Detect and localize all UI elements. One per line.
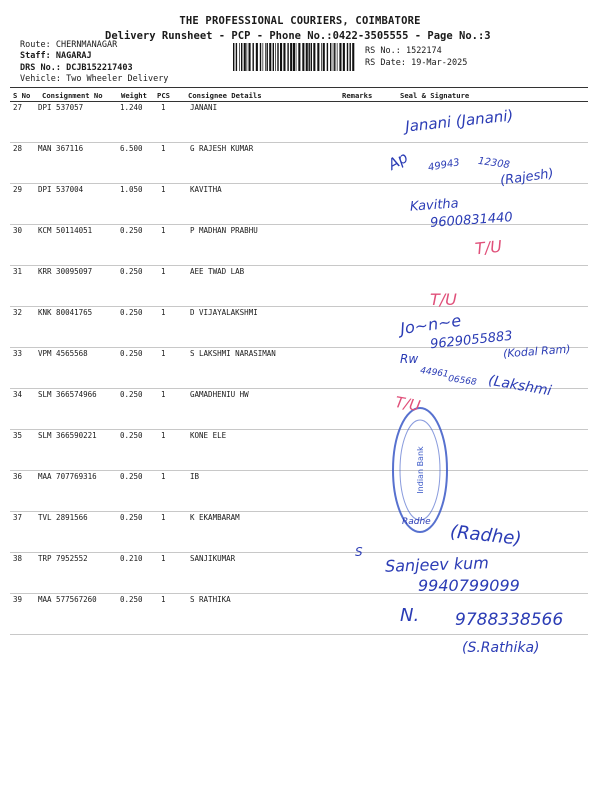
cell-consignment: TRP 7952552 (38, 554, 88, 563)
sig-sanjeev: Sanjeev kum (384, 553, 490, 576)
row-divider (10, 511, 588, 512)
row-divider (10, 306, 588, 307)
cell-weight: 1.050 (120, 185, 143, 194)
barcode-bar (267, 43, 268, 71)
cell-consignee: K EKAMBARAM (190, 513, 240, 522)
col-remarks: Remarks (342, 91, 373, 100)
sig-rathika-name: (S.Rathika) (462, 640, 540, 656)
barcode-bar (280, 43, 282, 71)
barcode-bar (233, 43, 234, 71)
barcode-bar (256, 43, 258, 71)
cell-consignee: S RATHIKA (190, 595, 231, 604)
row-divider (10, 429, 588, 430)
cell-weight: 6.500 (120, 144, 143, 153)
cell-sno: 34 (13, 390, 23, 399)
cell-consignee: KONE ELE (190, 431, 227, 440)
sig-janani: Janani (Janani) (404, 106, 515, 136)
cell-pcs: 1 (161, 103, 166, 112)
cell-sno: 36 (13, 472, 23, 481)
row-divider (10, 634, 588, 635)
cell-sno: 37 (13, 513, 23, 522)
barcode-bar (327, 43, 328, 71)
cell-sno: 28 (13, 144, 23, 153)
table-header-rule (10, 101, 588, 102)
cell-sno: 27 (13, 103, 23, 112)
cell-consignee: S LAKSHMI NARASIMAN (190, 349, 276, 358)
barcode-bar (236, 43, 237, 71)
cell-consignment: KNK 80041765 (38, 308, 93, 317)
barcode-bar (321, 43, 322, 71)
rs-no-line (365, 46, 442, 56)
cell-pcs: 1 (161, 472, 166, 481)
drs-label: DRS No.: (20, 63, 61, 73)
barcode-bar (306, 43, 308, 71)
sig-kavitha-phone: 9600831440 (429, 210, 514, 231)
bank-stamp (390, 405, 450, 535)
cell-consignment: DPI 537004 (38, 185, 84, 194)
barcode-bar (298, 43, 300, 71)
cell-pcs: 1 (161, 185, 166, 194)
barcode-bar (247, 43, 248, 71)
route-value: CHERNMANAGAR (55, 40, 118, 50)
cell-pcs: 1 (161, 390, 166, 399)
barcode-bar (350, 43, 351, 71)
cell-weight: 0.250 (120, 431, 143, 440)
cell-pcs: 1 (161, 595, 166, 604)
barcode-bar (260, 43, 261, 71)
cell-pcs: 1 (161, 226, 166, 235)
barcode-bar (269, 43, 271, 71)
cell-consignment: VPM 4565568 (38, 349, 88, 358)
barcode-bar (313, 43, 315, 71)
barcode-bar (302, 43, 304, 71)
sig-radhe-small: Radhe (402, 517, 431, 527)
sig-lakshmi-num-a: 44961 (419, 366, 450, 380)
row-divider (10, 142, 588, 143)
cell-sno: 38 (13, 554, 23, 563)
barcode-bar (253, 43, 254, 71)
cell-consignment: DPI 537057 (38, 103, 84, 112)
col-weight: Weight (121, 91, 147, 100)
cell-pcs: 1 (161, 308, 166, 317)
cell-consignee: D VIJAYALAKSHMI (190, 308, 258, 317)
route-label: Route: (20, 40, 51, 50)
cell-sno: 39 (13, 595, 23, 604)
cell-weight: 0.250 (120, 349, 143, 358)
cell-consignee: IB (190, 472, 200, 481)
sig-lakshmi-name: (Kodal Ram) (502, 342, 571, 361)
barcode-image (233, 43, 358, 71)
runsheet-title: Delivery Runsheet - PCP - Phone No.:0422-3505555 - Page No.:3 (105, 30, 491, 42)
rs-date-label: RS Date: (365, 58, 406, 68)
cell-weight: 1.240 (120, 103, 143, 112)
cell-weight: 0.250 (120, 472, 143, 481)
cell-pcs: 1 (161, 554, 166, 563)
sig-sanjeev-phone: 9940799099 (418, 576, 520, 595)
cell-consignment: MAA 577567260 (38, 595, 97, 604)
barcode-bar (239, 43, 240, 71)
col-consignment: Consignment No (42, 91, 103, 100)
cell-consignment: SLM 366590221 (38, 431, 97, 440)
cell-weight: 0.250 (120, 513, 143, 522)
col-pcs: PCS (157, 91, 170, 100)
cell-sno: 29 (13, 185, 23, 194)
rs-no-label: RS No.: (365, 46, 401, 56)
sig-radhe: (Radhe) (449, 521, 523, 550)
sig-kavitha: Kavitha (409, 196, 460, 215)
sig-rathika-mark: N. (400, 605, 420, 626)
remark-tu-2: T/U (430, 290, 457, 309)
sig-sanjeev-mark: S (355, 545, 363, 559)
sig-rajesh-name: (Rajesh) (499, 166, 555, 189)
barcode-bar (311, 43, 312, 71)
cell-consignee: AEE TWAD LAB (190, 267, 245, 276)
stamp-text: Indian Bank (416, 446, 425, 494)
table-top-rule (10, 87, 588, 88)
staff-label: Staff: (20, 51, 51, 61)
cell-weight: 0.250 (120, 390, 143, 399)
barcode-bar (293, 43, 295, 71)
sig-gama-name: (Lakshmi (487, 372, 553, 400)
remark-tu-3: T/U (393, 392, 422, 416)
cell-sno: 31 (13, 267, 23, 276)
col-signature: Seal & Signature (400, 91, 470, 100)
barcode-bar (241, 43, 242, 71)
barcode-bar (347, 43, 348, 71)
cell-weight: 0.250 (120, 267, 143, 276)
sig-rathika-phone: 9788338566 (455, 610, 564, 630)
rs-date-line (365, 58, 467, 68)
barcode-bar (334, 43, 335, 71)
cell-consignee: GAMADHENIU HW (190, 390, 249, 399)
barcode-bar (296, 43, 297, 71)
barcode-bar (277, 43, 278, 71)
cell-weight: 0.250 (120, 595, 143, 604)
sig-vijaya-phone: 9629055883 (429, 328, 514, 353)
barcode-bar (273, 43, 274, 71)
barcode-bar (263, 43, 264, 71)
barcode-bar (343, 43, 345, 71)
remark-tu-1: T/U (474, 236, 503, 259)
route-line (20, 40, 117, 50)
cell-consignment: KRR 30095097 (38, 267, 93, 276)
rs-no-value: 1522174 (405, 46, 442, 56)
barcode-bar (330, 43, 331, 71)
staff-line (20, 51, 92, 61)
sig-rajesh-initial: Ap (384, 148, 411, 174)
cell-consignee: P MADHAN PRABHU (190, 226, 258, 235)
row-divider (10, 347, 588, 348)
barcode-bar (352, 43, 354, 71)
cell-consignment: MAN 367116 (38, 144, 84, 153)
barcode-bar (309, 43, 310, 71)
cell-consignment: TVL 2891566 (38, 513, 88, 522)
sig-lakshmi-num-b: 06568 (447, 374, 478, 388)
cell-pcs: 1 (161, 513, 166, 522)
cell-pcs: 1 (161, 349, 166, 358)
cell-consignee: SANJIKUMAR (190, 554, 236, 563)
cell-consignee: G RAJESH KUMAR (190, 144, 254, 153)
drs-line (20, 63, 133, 73)
cell-sno: 35 (13, 431, 23, 440)
cell-pcs: 1 (161, 431, 166, 440)
vehicle-value: Two Wheeler Delivery (66, 74, 169, 84)
cell-weight: 0.250 (120, 226, 143, 235)
sig-vijaya-scribble: Jo~n~e (398, 310, 463, 339)
cell-consignment: KCM 50114051 (38, 226, 93, 235)
barcode-bar (290, 43, 292, 71)
cell-pcs: 1 (161, 267, 166, 276)
cell-weight: 0.250 (120, 308, 143, 317)
sig-rajesh-num-a: 49943 (427, 157, 461, 174)
barcode-bar (337, 43, 338, 71)
cell-consignment: MAA 707769316 (38, 472, 97, 481)
sig-rajesh-num-b: 12308 (477, 155, 511, 172)
vehicle-line (20, 74, 168, 84)
barcode-bar (265, 43, 266, 71)
cell-consignee: JANANI (190, 103, 218, 112)
barcode-bar (244, 43, 246, 71)
rs-date-value: 19-Mar-2025 (411, 58, 468, 68)
cell-sno: 30 (13, 226, 23, 235)
cell-pcs: 1 (161, 144, 166, 153)
col-sno: S No (13, 91, 31, 100)
barcode-bar (249, 43, 251, 71)
sig-lakshmi-initial: Rw (400, 352, 419, 366)
cell-sno: 33 (13, 349, 23, 358)
barcode-bar (317, 43, 319, 71)
cell-consignment: SLM 366574966 (38, 390, 97, 399)
cell-weight: 0.210 (120, 554, 143, 563)
cell-consignee: KAVITHA (190, 185, 222, 194)
barcode-bar (275, 43, 276, 71)
staff-value: NAGARAJ (55, 51, 92, 61)
barcode-bar (323, 43, 325, 71)
vehicle-label: Vehicle: (20, 74, 61, 84)
col-consignee: Consignee Details (188, 91, 262, 100)
cell-sno: 32 (13, 308, 23, 317)
drs-value: DCJB152217403 (66, 63, 133, 73)
barcode-bar (283, 43, 285, 71)
barcode-bar (333, 43, 334, 71)
barcode-bar (339, 43, 341, 71)
row-divider (10, 552, 588, 553)
company-title: THE PROFESSIONAL COURIERS, COIMBATORE (179, 15, 421, 27)
row-divider (10, 265, 588, 266)
barcode-bar (287, 43, 288, 71)
row-divider (10, 470, 588, 471)
